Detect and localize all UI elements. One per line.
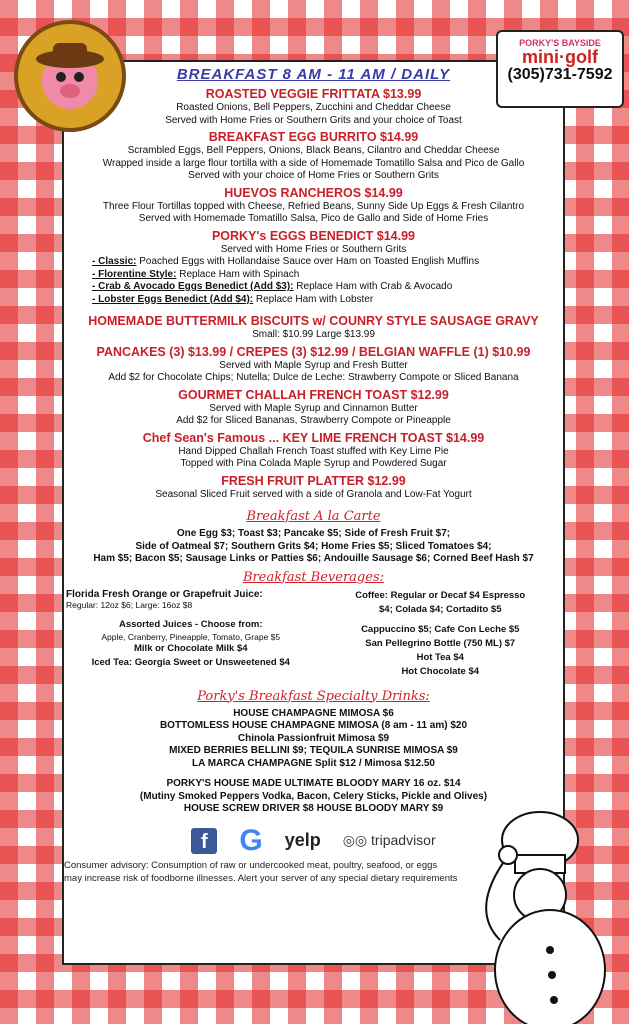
option-description: Replace Ham with Crab & Avocado [293, 281, 453, 292]
iced-tea: Iced Tea: Georgia Sweet or Unsweetened $4 [91, 656, 290, 668]
consumer-advisory: Consumer advisory: Consumption of raw or undercooked meat, poultry, seafood, or eggs [64, 859, 438, 871]
item-title: BREAKFAST EGG BURRITO $14.99 [208, 130, 419, 144]
alacarte-line: One Egg $3; Toast $3; Pancake $5; Side of Fresh Fruit $7; [176, 528, 451, 539]
drink-item: PORKY'S HOUSE MADE ULTIMATE BLOODY MARY 16 oz. $14 [166, 778, 461, 789]
menu-item [62, 474, 565, 502]
option-name: - Classic: [92, 256, 137, 267]
item-description: Served with Maple Syrup and Cinnamon Butter [209, 402, 418, 414]
item-description: Served with Home Fries or Southern Grits and your choice of Toast [165, 114, 462, 126]
item-description: Seasonal Sliced Fruit served with a side of Granola and Low-Fat Yogurt [155, 488, 472, 500]
item-title: PANCAKES (3) $13.99 / CREPES (3) $12.99 / BELGIAN WAFFLE (1) $10.99 [96, 344, 531, 359]
item-title: HUEVOS RANCHEROS $14.99 [224, 185, 403, 200]
option-description: Replace Ham with Spinach [176, 268, 300, 280]
breakfast-hours-header: BREAKFAST 8 AM - 11 AM / DAILY [176, 66, 451, 83]
drink-item: HOUSE CHAMPAGNE MIMOSA $6 [233, 707, 394, 719]
menu-item [62, 431, 565, 471]
mini-golf-logo: PORKY'S BAYSIDE mini·golf (305)731-7592 [496, 30, 624, 108]
menu-item [62, 186, 565, 226]
facebook-icon[interactable]: f [191, 828, 217, 854]
benedict-option [62, 294, 565, 307]
beverages-heading: Breakfast Beverages: [243, 569, 384, 585]
item-title: GOURMET CHALLAH FRENCH TOAST $12.99 [178, 387, 449, 402]
item-title: FRESH FRUIT PLATTER $12.99 [221, 473, 406, 488]
benedict-option [62, 269, 565, 282]
drink-item: LA MARCA CHAMPAGNE Split $12 / Mimosa $12.50 [191, 757, 435, 769]
item-description: Scrambled Eggs, Bell Peppers, Onions, Black Beans, Cilantro and Cheddar Cheese [127, 145, 500, 156]
beverage-item: Hot Chocolate $4 [401, 665, 480, 677]
beverages-section [62, 589, 565, 679]
option-name: - Crab & Avocado Eggs Benedict (Add $3): [92, 281, 294, 292]
option-name: - Florentine Style: [92, 268, 177, 280]
beverage-item: $4; Colada $4; Cortadito $5 [379, 603, 502, 615]
chef-illustration [470, 800, 629, 1024]
item-description: Topped with Pina Colada Maple Syrup and Powdered Sugar [180, 458, 447, 469]
drinks-heading: Porky's Breakfast Specialty Drinks: [197, 688, 430, 704]
menu-item [62, 87, 565, 127]
item-description: Served with your choice of Home Fries or Southern Grits [188, 170, 439, 181]
menu-item [62, 229, 565, 257]
item-description: Roasted Onions, Bell Peppers, Zucchini and Cheddar Cheese [176, 102, 451, 113]
menu-item [62, 388, 565, 428]
benedict-option [62, 281, 565, 294]
alacarte-heading: Breakfast A la Carte [246, 509, 381, 524]
item-description: Add $2 for Chocolate Chips; Nutella; Dulce de Leche: Strawberry Compote or Sliced Banana [108, 372, 519, 383]
option-description: Replace Ham with Lobster [253, 293, 374, 305]
item-title: HOMEMADE BUTTERMILK BISCUITS w/ COUNRY STYLE SAUSAGE GRAVY [88, 314, 539, 328]
drink-item: Chinola Passionfruit Mimosa $9 [237, 732, 390, 744]
google-icon[interactable]: G [239, 823, 263, 857]
drink-item: MIXED BERRIES BELLINI $9; TEQUILA SUNRISE MIMOSA $9 [169, 745, 458, 756]
assorted-title: Assorted Juices - Choose from: [118, 618, 263, 630]
beverage-item: Coffee: Regular or Decaf $4 Espresso [355, 589, 526, 601]
tripadvisor-label: tripadvisor [371, 832, 436, 848]
drink-item: HOUSE SCREW DRIVER $8 HOUSE BLOODY MARY $9 [183, 803, 444, 814]
assorted-list: Apple, Cranberry, Pineapple, Tomato, Grape $5 [101, 631, 281, 642]
juice-sizes: Regular: 12oz $6; Large: 16oz $8 [66, 599, 193, 610]
item-title: PORKY's EGGS BENEDICT $14.99 [211, 228, 416, 243]
item-description: Small: $10.99 Large $13.99 [252, 329, 375, 340]
item-description: Served with Home Fries or Southern Grits [220, 243, 407, 255]
menu-item [62, 314, 565, 342]
beverage-item: San Pellegrino Bottle (750 ML) $7 [365, 637, 516, 649]
drink-item: (Mutiny Smoked Peppers Vodka, Bacon, Celery Sticks, Pickle and Olives) [139, 790, 488, 802]
item-title: Chef Sean's Famous ... KEY LIME FRENCH TOAST $14.99 [142, 430, 485, 445]
item-description: Wrapped inside a large flour tortilla with a side of Homemade Tomatillo Salsa and Pico de Gallo [102, 157, 525, 169]
consumer-advisory: may increase risk of foodborne illnesses. Alert your server of any special dietary requirements [64, 872, 458, 884]
menu-content [62, 64, 565, 884]
phone-number: (305)731-7592 [507, 66, 613, 83]
juice-title: Florida Fresh Orange or Grapefruit Juice: [66, 588, 263, 600]
option-name: - Lobster Eggs Benedict (Add $4): [92, 293, 254, 305]
milk: Milk or Chocolate Milk $4 [134, 642, 248, 654]
alacarte-line: Side of Oatmeal $7; Southern Grits $4; Home Fries $5; Sliced Tomatoes $4; [135, 540, 492, 552]
item-title: ROASTED VEGGIE FRITTATA $13.99 [205, 87, 422, 101]
menu-item [62, 130, 565, 183]
item-description: Three Flour Tortillas topped with Cheese, Refried Beans, Sunny Side Up Eggs & Fresh Cilantro [102, 200, 525, 212]
option-description: Poached Eggs with Hollandaise Sauce over Ham on Toasted English Muffins [136, 256, 480, 267]
item-description: Add $2 for Sliced Bananas, Strawberry Compote or Pineapple [176, 415, 451, 426]
benedict-option [62, 256, 565, 269]
drink-item: BOTTOMLESS HOUSE CHAMPAGNE MIMOSA (8 am - 11 am) $20 [159, 720, 468, 731]
yelp-icon[interactable]: yelp [284, 830, 321, 850]
menu-item [62, 345, 565, 385]
item-description: Served with Maple Syrup and Fresh Butter [219, 359, 408, 371]
item-description: Served with Homemade Tomatillo Salsa, Pico de Gallo and Side of Home Fries [138, 213, 489, 224]
beverage-item: Cappuccino $5; Cafe Con Leche $5 [361, 623, 520, 635]
tripadvisor-icon[interactable]: ◎◎ tripadvisor [342, 832, 436, 848]
beverage-item: Hot Tea $4 [416, 651, 464, 663]
item-description: Hand Dipped Challah French Toast stuffed with Key Lime Pie [178, 445, 449, 457]
alacarte-line: Ham $5; Bacon $5; Sausage Links or Patties $6; Andouille Sausage $6; Corned Beef Hash $7 [93, 553, 534, 564]
